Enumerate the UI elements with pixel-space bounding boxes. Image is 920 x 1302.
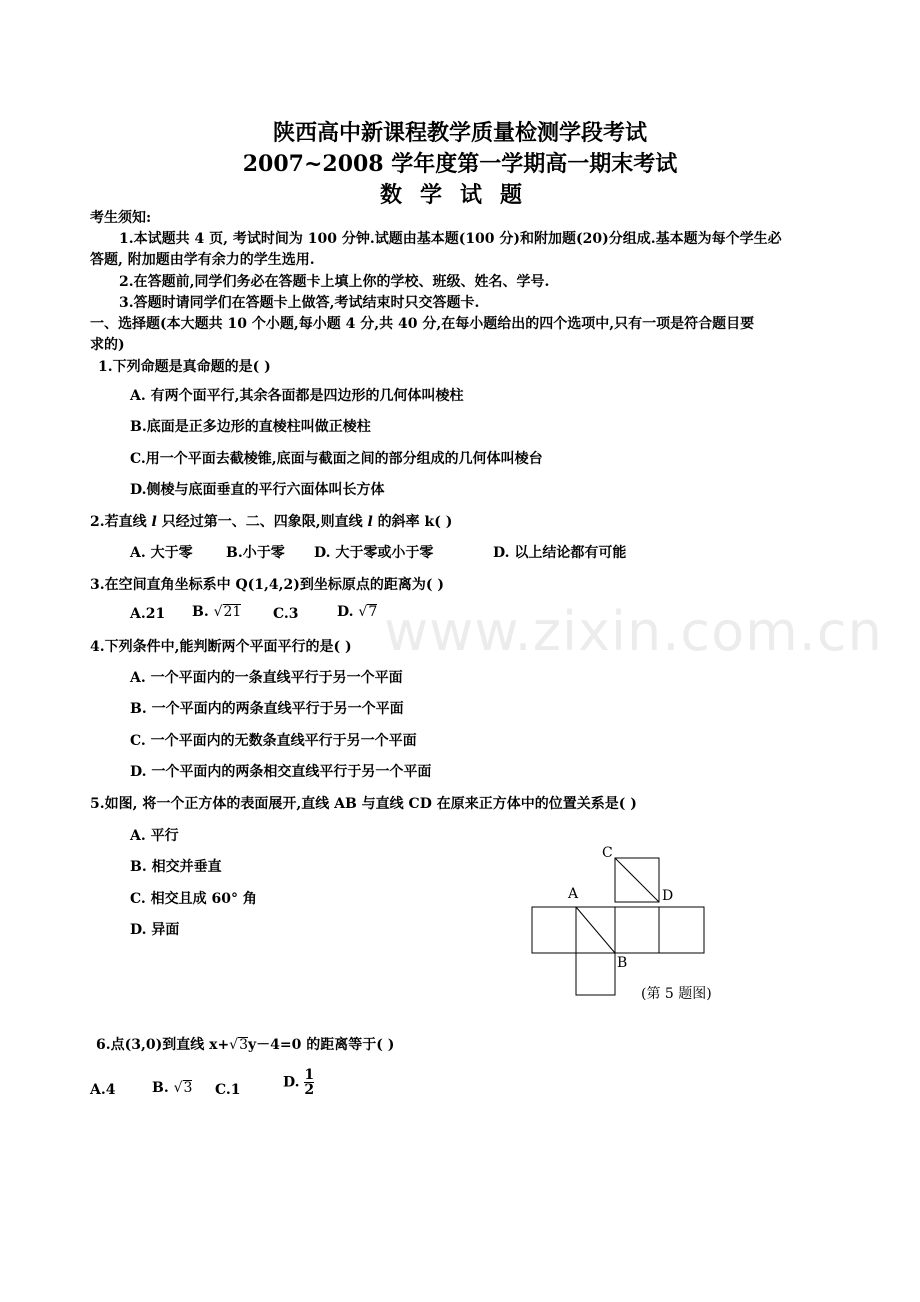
net-face-right — [615, 907, 659, 953]
q2-stem-text: 2.若直线 — [90, 514, 152, 530]
exam-title-line2: 2007~2008 学年度第一学期高一期末考试 — [242, 151, 678, 177]
section-heading-cont: 求的) — [90, 337, 125, 353]
q1-stem: 1.下列命题是真命题的是( ) — [98, 359, 271, 375]
q4-option-c: C. 一个平面内的无数条直线平行于另一个平面 — [130, 733, 417, 749]
point-d-label: D — [662, 888, 674, 904]
q2-option-b: B.小于零 — [226, 545, 285, 561]
q1-option-b: B.底面是正多边形的直棱柱叫做正棱柱 — [130, 419, 371, 435]
q6-option-c: C.1 — [215, 1082, 241, 1098]
q4-stem: 4.下列条件中,能判断两个平面平行的是( ) — [90, 639, 352, 655]
line-ab — [576, 907, 615, 953]
notice-heading: 考生须知: — [90, 210, 152, 226]
fraction-numerator: 1 — [304, 1067, 315, 1083]
q3-option-d-label: D. — [337, 604, 354, 620]
q2-stem — [90, 511, 452, 531]
net-face-bottom — [576, 953, 615, 995]
q3-option-d-radicand: 7 — [368, 604, 378, 620]
q2-stem-text: 的斜率 k( ) — [372, 514, 453, 530]
exam-title-line1: 陕西高中新课程教学质量检测学段考试 — [272, 120, 647, 146]
sqrt-sign-icon: √ — [173, 1080, 183, 1096]
notice-item-1-cont: 答题, 附加题由学有余力的学生选用. — [90, 252, 315, 268]
line-l-symbol: l — [367, 514, 373, 530]
sqrt-sign-icon: √ — [358, 604, 368, 620]
q6-option-d — [283, 1068, 314, 1097]
sqrt-sign-icon: √ — [213, 604, 223, 620]
q3-option-b-radicand: 21 — [223, 604, 242, 620]
net-face-far-right — [659, 907, 704, 953]
notice-item-2: 2.在答题前,同学们务必在答题卡上填上你的学校、班级、姓名、学号. — [119, 274, 550, 290]
q2-option-d: D. 以上结论都有可能 — [493, 545, 627, 561]
cube-net-figure — [520, 840, 740, 1010]
q6-option-b-label: B. — [152, 1080, 169, 1096]
point-c-label: C — [602, 845, 613, 861]
q2-stem-text: 只经过第一、二、四象限,则直线 — [156, 514, 368, 530]
section-heading: 一、选择题(本大题共 10 个小题,每小题 4 分,共 40 分,在每小题给出的四个选项中,只有一项是符合题目要 — [90, 316, 755, 332]
notice-item-1: 1.本试题共 4 页, 考试时间为 100 分钟.试题由基本题(100 分)和附加题(20)分组成.基本题为每个学生必 — [119, 231, 782, 247]
q6-stem — [96, 1034, 394, 1054]
line-l-symbol: l — [151, 514, 157, 530]
point-b-label: B — [617, 955, 628, 971]
q6-option-a: A.4 — [90, 1082, 116, 1098]
q1-option-a: A. 有两个面平行,其余各面都是四边形的几何体叫棱柱 — [130, 388, 464, 404]
q5-option-a: A. 平行 — [130, 828, 179, 844]
sqrt-sign-icon: √ — [229, 1037, 239, 1053]
q1-option-c: C.用一个平面去截棱锥,底面与截面之间的部分组成的几何体叫棱台 — [130, 451, 543, 467]
notice-item-3: 3.答题时请同学们在答题卡上做答,考试结束时只交答题卡. — [119, 295, 480, 311]
q3-option-c: C.3 — [273, 606, 299, 622]
q5-option-d: D. 异面 — [130, 922, 180, 938]
q6-stem-radicand: 3 — [239, 1037, 249, 1053]
q3-option-d — [337, 604, 377, 620]
q4-option-b: B. 一个平面内的两条直线平行于另一个平面 — [130, 701, 404, 717]
q5-stem: 5.如图, 将一个正方体的表面展开,直线 AB 与直线 CD 在原来正方体中的位置关系是( ) — [90, 796, 637, 812]
q2-option-a: A. 大于零 — [130, 545, 193, 561]
watermark: www.zixin.com.cn — [384, 600, 883, 663]
q1-option-d: D.侧棱与底面垂直的平行六面体叫长方体 — [130, 482, 385, 498]
q6-option-b-radicand: 3 — [183, 1080, 193, 1096]
q3-stem: 3.在空间直角坐标系中 Q(1,4,2)到坐标原点的距离为( ) — [90, 577, 445, 593]
point-a-label: A — [568, 886, 579, 902]
q2-option-c: D. 大于零或小于零 — [314, 545, 434, 561]
q6-stem-text: 6.点(3,0)到直线 x+ — [96, 1037, 230, 1053]
q6-option-b — [152, 1080, 192, 1096]
net-face-left — [532, 907, 576, 953]
q5-option-b: B. 相交并垂直 — [130, 859, 222, 875]
line-cd — [615, 858, 659, 902]
q4-option-d: D. 一个平面内的两条相交直线平行于另一个平面 — [130, 764, 432, 780]
q6-option-d-label: D. — [283, 1074, 300, 1091]
q3-option-b-label: B. — [192, 604, 209, 620]
q4-option-a: A. 一个平面内的一条直线平行于另一个平面 — [130, 670, 403, 686]
q3-option-a: A.21 — [130, 606, 166, 622]
q3-option-b — [192, 604, 241, 620]
fraction-denominator: 2 — [304, 1082, 315, 1098]
q6-stem-text: y－4=0 的距离等于( ) — [248, 1037, 395, 1053]
q6-option-d-fraction — [304, 1068, 314, 1097]
q5-option-c: C. 相交且成 60° 角 — [130, 891, 257, 907]
figure-caption: (第 5 题图) — [641, 986, 712, 1002]
exam-title-subject: 数学试题 — [379, 182, 540, 208]
